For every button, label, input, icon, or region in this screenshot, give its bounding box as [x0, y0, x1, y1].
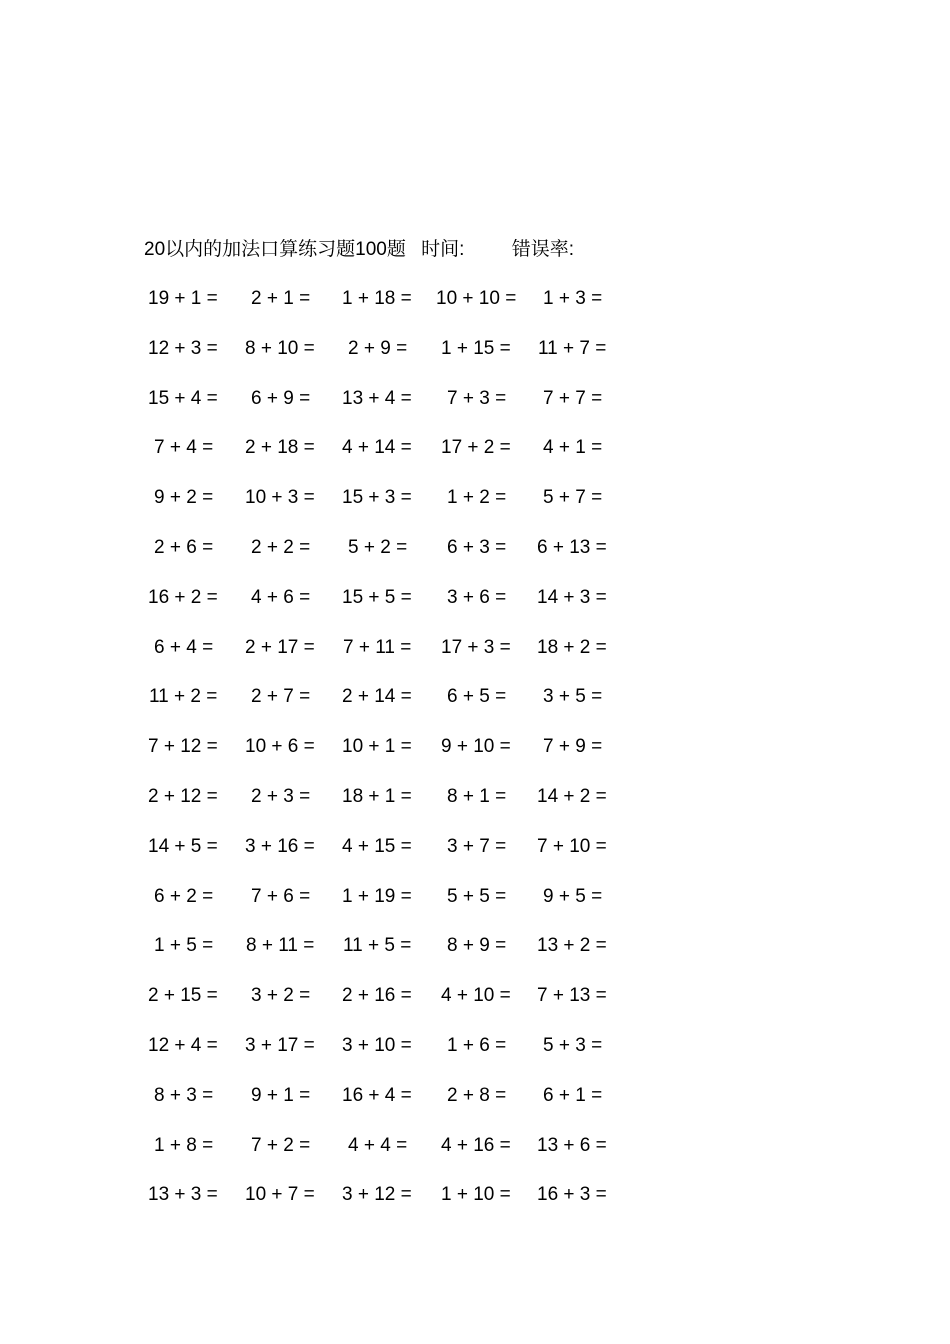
- problem-item: 6 + 5 =: [447, 686, 507, 707]
- problem-item: 1 + 18 =: [342, 288, 412, 309]
- problem-item: 1 + 19 =: [342, 886, 412, 907]
- problem-item: 16 + 3 =: [537, 1184, 607, 1205]
- problem-item: 16 + 4 =: [342, 1085, 412, 1106]
- problem-item: 13 + 6 =: [537, 1135, 607, 1156]
- problem-item: 5 + 3 =: [543, 1035, 603, 1056]
- worksheet-title: 20以内的加法口算练习题100题: [144, 239, 406, 260]
- problem-item: 2 + 17 =: [245, 637, 315, 658]
- problem-item: 10 + 7 =: [245, 1184, 315, 1205]
- problem-item: 13 + 4 =: [342, 388, 412, 409]
- problem-item: 2 + 3 =: [251, 786, 311, 807]
- problem-item: 6 + 4 =: [154, 637, 214, 658]
- problem-item: 9 + 2 =: [154, 487, 214, 508]
- problem-item: 3 + 5 =: [543, 686, 603, 707]
- error-rate-label: 错误率:: [511, 239, 574, 260]
- problem-item: 10 + 6 =: [245, 736, 315, 757]
- problem-item: 2 + 9 =: [348, 338, 408, 359]
- problem-item: 11 + 2 =: [149, 686, 218, 707]
- problem-item: 10 + 10 =: [436, 288, 517, 309]
- problem-item: 7 + 7 =: [543, 388, 603, 409]
- problem-item: 7 + 12 =: [148, 736, 218, 757]
- problem-item: 9 + 1 =: [251, 1085, 311, 1106]
- problem-item: 2 + 7 =: [251, 686, 311, 707]
- problem-item: 2 + 15 =: [148, 985, 218, 1006]
- problem-item: 7 + 10 =: [537, 836, 607, 857]
- problem-item: 12 + 3 =: [148, 338, 218, 359]
- problem-item: 8 + 1 =: [447, 786, 507, 807]
- problem-item: 3 + 12 =: [342, 1184, 412, 1205]
- problem-item: 11 + 5 =: [343, 935, 412, 956]
- problem-item: 1 + 5 =: [154, 935, 214, 956]
- problem-item: 8 + 3 =: [154, 1085, 214, 1106]
- problem-item: 10 + 3 =: [245, 487, 315, 508]
- problem-item: 3 + 10 =: [342, 1035, 412, 1056]
- problem-item: 5 + 2 =: [348, 537, 408, 558]
- problem-item: 2 + 18 =: [245, 437, 315, 458]
- problem-item: 7 + 9 =: [543, 736, 603, 757]
- problem-item: 4 + 10 =: [441, 985, 511, 1006]
- problem-item: 3 + 17 =: [245, 1035, 315, 1056]
- problem-item: 2 + 12 =: [148, 786, 218, 807]
- problem-item: 11 + 7 =: [538, 338, 607, 359]
- problem-item: 2 + 16 =: [342, 985, 412, 1006]
- problem-item: 12 + 4 =: [148, 1035, 218, 1056]
- problem-item: 14 + 3 =: [537, 587, 607, 608]
- problem-item: 15 + 5 =: [342, 587, 412, 608]
- problem-item: 6 + 13 =: [537, 537, 607, 558]
- problem-item: 7 + 6 =: [251, 886, 311, 907]
- problem-item: 1 + 3 =: [543, 288, 603, 309]
- problem-item: 9 + 10 =: [441, 736, 511, 757]
- problem-item: 3 + 7 =: [447, 836, 507, 857]
- problem-item: 6 + 1 =: [543, 1085, 603, 1106]
- problem-item: 19 + 1 =: [148, 288, 218, 309]
- problem-item: 17 + 3 =: [441, 637, 511, 658]
- problem-item: 2 + 1 =: [251, 288, 311, 309]
- problem-item: 1 + 2 =: [447, 487, 507, 508]
- problem-item: 7 + 13 =: [537, 985, 607, 1006]
- problem-item: 6 + 9 =: [251, 388, 311, 409]
- problem-item: 14 + 2 =: [537, 786, 607, 807]
- problem-item: 1 + 15 =: [441, 338, 511, 359]
- time-label: 时间:: [421, 239, 465, 260]
- problem-item: 16 + 2 =: [148, 587, 218, 608]
- problem-item: 9 + 5 =: [543, 886, 603, 907]
- problem-item: 2 + 6 =: [154, 537, 214, 558]
- problem-item: 17 + 2 =: [441, 437, 511, 458]
- problem-item: 4 + 1 =: [543, 437, 603, 458]
- problem-item: 7 + 4 =: [154, 437, 214, 458]
- problem-item: 3 + 2 =: [251, 985, 311, 1006]
- problem-item: 13 + 2 =: [537, 935, 607, 956]
- problem-item: 1 + 6 =: [447, 1035, 507, 1056]
- problem-item: 4 + 6 =: [251, 587, 311, 608]
- problem-item: 13 + 3 =: [148, 1184, 218, 1205]
- problem-item: 14 + 5 =: [148, 836, 218, 857]
- problem-item: 18 + 2 =: [537, 637, 607, 658]
- problem-item: 4 + 4 =: [348, 1135, 408, 1156]
- problem-item: 2 + 14 =: [342, 686, 412, 707]
- problem-item: 15 + 3 =: [342, 487, 412, 508]
- problem-item: 3 + 6 =: [447, 587, 507, 608]
- problem-item: 10 + 1 =: [342, 736, 412, 757]
- problem-item: 15 + 4 =: [148, 388, 218, 409]
- problem-item: 5 + 7 =: [543, 487, 603, 508]
- problem-item: 4 + 15 =: [342, 836, 412, 857]
- problem-item: 6 + 3 =: [447, 537, 507, 558]
- problem-item: 4 + 14 =: [342, 437, 412, 458]
- problem-item: 7 + 3 =: [447, 388, 507, 409]
- problem-item: 7 + 2 =: [251, 1135, 311, 1156]
- problem-item: 6 + 2 =: [154, 886, 214, 907]
- problem-item: 8 + 11 =: [246, 935, 315, 956]
- problem-item: 1 + 8 =: [154, 1135, 214, 1156]
- problem-item: 8 + 9 =: [447, 935, 507, 956]
- problem-item: 8 + 10 =: [245, 338, 315, 359]
- problem-item: 7 + 11 =: [343, 637, 412, 658]
- problem-item: 4 + 16 =: [441, 1135, 511, 1156]
- problem-item: 3 + 16 =: [245, 836, 315, 857]
- problem-item: 1 + 10 =: [441, 1184, 511, 1205]
- problem-item: 2 + 2 =: [251, 537, 311, 558]
- problem-item: 18 + 1 =: [342, 786, 412, 807]
- problem-item: 2 + 8 =: [447, 1085, 507, 1106]
- problem-item: 5 + 5 =: [447, 886, 507, 907]
